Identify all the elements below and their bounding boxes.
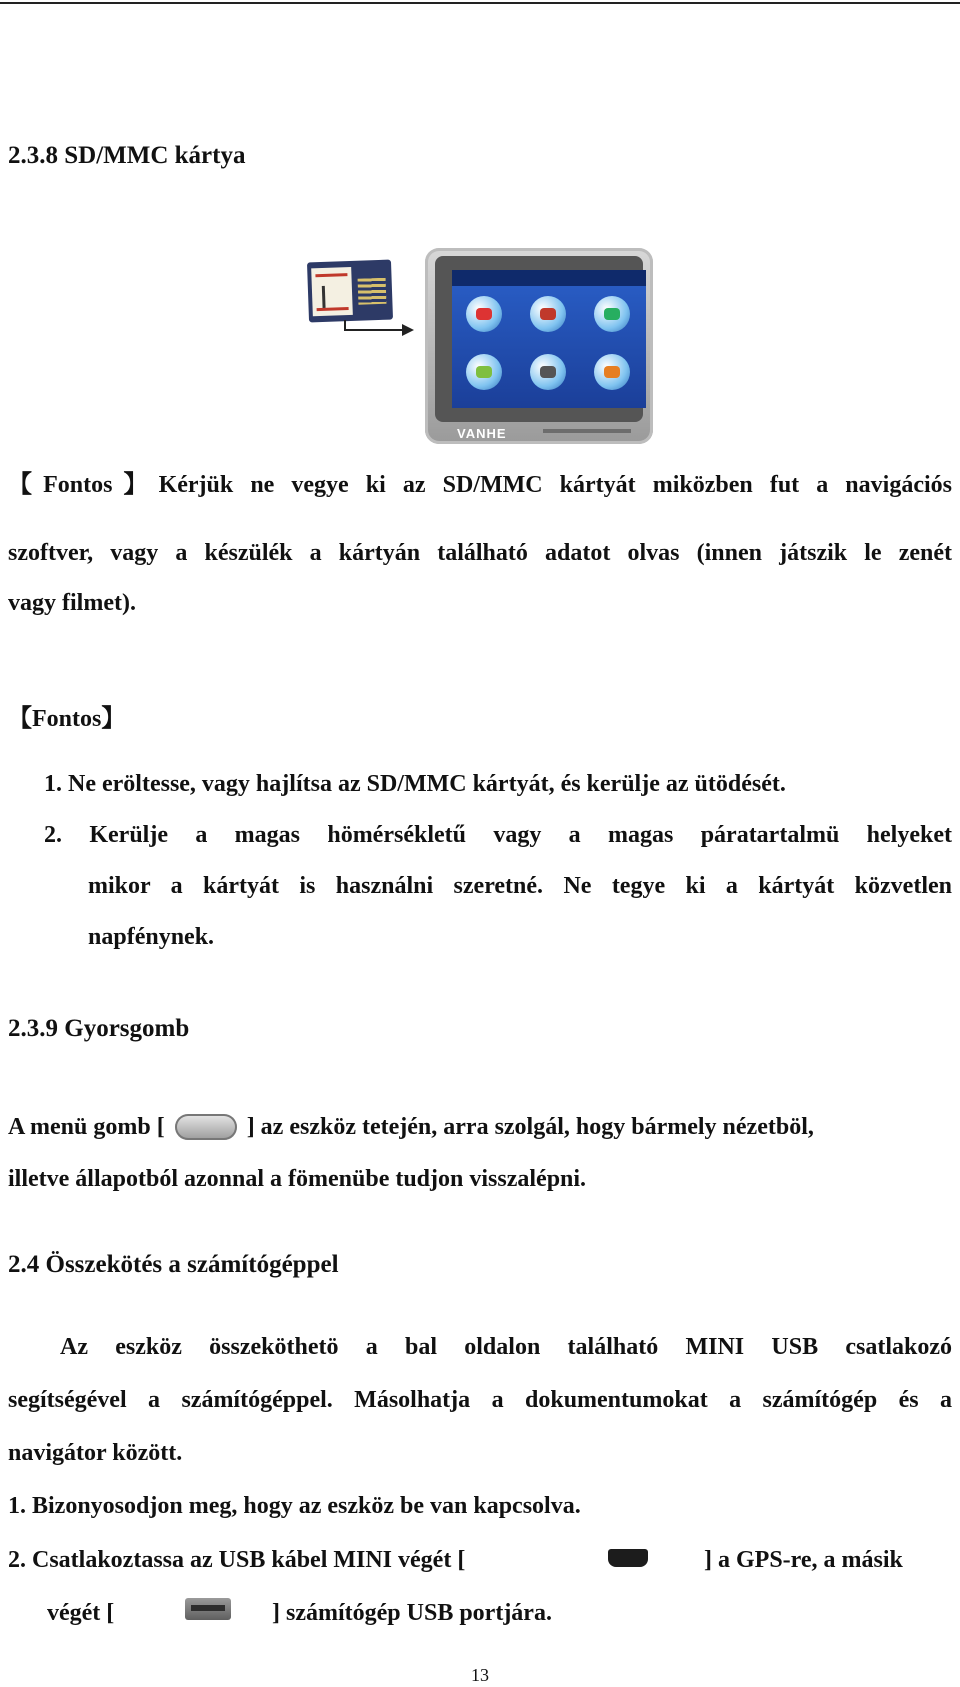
menu-button-icon bbox=[175, 1114, 237, 1140]
shortcut-line-1-before: A menü gomb [ bbox=[8, 1114, 165, 1140]
section-heading-pc: 2.4 Összekötés a számítógéppel bbox=[8, 1251, 339, 1278]
gps-screen-titlebar bbox=[452, 270, 646, 286]
shortcut-line-2: illetve állapotból azonnal a fömenübe tudjon visszalépni. bbox=[8, 1166, 587, 1192]
video-icon bbox=[594, 296, 630, 332]
sd-card-label bbox=[311, 267, 353, 316]
sd-card-pins bbox=[358, 278, 387, 305]
shortcut-line-1-after: ] az eszköz tetején, arra szolgál, hogy bármely nézetböl, bbox=[246, 1114, 814, 1140]
insert-arrow-line bbox=[344, 329, 408, 331]
important-label: 【Fontos】 bbox=[8, 706, 126, 732]
gps-screen bbox=[452, 270, 646, 408]
important-line-2: szoftver, vagy a készülék a kártyán található adatot olvas (innen játszik le zenét bbox=[8, 540, 952, 566]
gps-brand-logo: VANHE bbox=[457, 426, 507, 441]
car-icon bbox=[466, 296, 502, 332]
usb-a-plug-icon bbox=[185, 1598, 231, 1620]
gps-device-image bbox=[425, 248, 653, 444]
pc-step-2-line-2-before: végét [ bbox=[47, 1600, 115, 1626]
pc-step-2-before: 2. Csatlakoztassa az USB kábel MINI végét [ bbox=[8, 1547, 466, 1573]
gps-bezel bbox=[435, 256, 643, 422]
important-item-2-line-3: napfénynek. bbox=[88, 924, 215, 950]
insert-arrow-icon bbox=[402, 324, 414, 336]
mini-usb-plug-icon bbox=[608, 1549, 648, 1567]
sd-card-image bbox=[307, 260, 393, 323]
shortcut-line-1 bbox=[8, 1112, 814, 1142]
important-item-2-line-2: mikor a kártyát is használni szeretné. Ne tegye ki a kártyát közvetlen bbox=[88, 873, 952, 899]
gps-model-text bbox=[543, 429, 631, 433]
important-line-3: vagy filmet). bbox=[8, 590, 136, 616]
important-line-1: 【Fontos】Kérjük ne vegye ki az SD/MMC kártyát miközben fut a navigációs bbox=[8, 472, 952, 498]
pc-step-2-line-2-after: ] számítógép USB portjára. bbox=[272, 1600, 552, 1626]
important-item-2-line-1: 2. Kerülje a magas hömérsékletű vagy a magas páratartalmü helyeket bbox=[44, 822, 952, 848]
page-number: 13 bbox=[471, 1665, 489, 1685]
settings-icon bbox=[594, 354, 630, 390]
section-heading-shortcut: 2.3.9 Gyorsgomb bbox=[8, 1015, 190, 1042]
pc-para-line-2: segítségével a számítógéppel. Másolhatja a dokumentumokat a számítógép és a bbox=[8, 1387, 952, 1413]
pc-step-1: 1. Bizonyosodjon meg, hogy az eszköz be van kapcsolva. bbox=[8, 1493, 581, 1519]
top-rule bbox=[0, 2, 960, 4]
photo-icon bbox=[466, 354, 502, 390]
music-icon bbox=[530, 296, 566, 332]
pc-para-line-1: Az eszköz összeköthetö a bal oldalon található MINI USB csatlakozó bbox=[60, 1334, 952, 1360]
important-item-1: 1. Ne eröltesse, vagy hajlítsa az SD/MMC kártyát, és kerülje az ütödését. bbox=[44, 771, 786, 797]
pc-step-2-after: ] a GPS-re, a másik bbox=[704, 1547, 903, 1573]
pc-para-line-3: navigátor között. bbox=[8, 1440, 183, 1466]
film-icon bbox=[530, 354, 566, 390]
section-heading-sd: 2.3.8 SD/MMC kártya bbox=[8, 142, 246, 169]
